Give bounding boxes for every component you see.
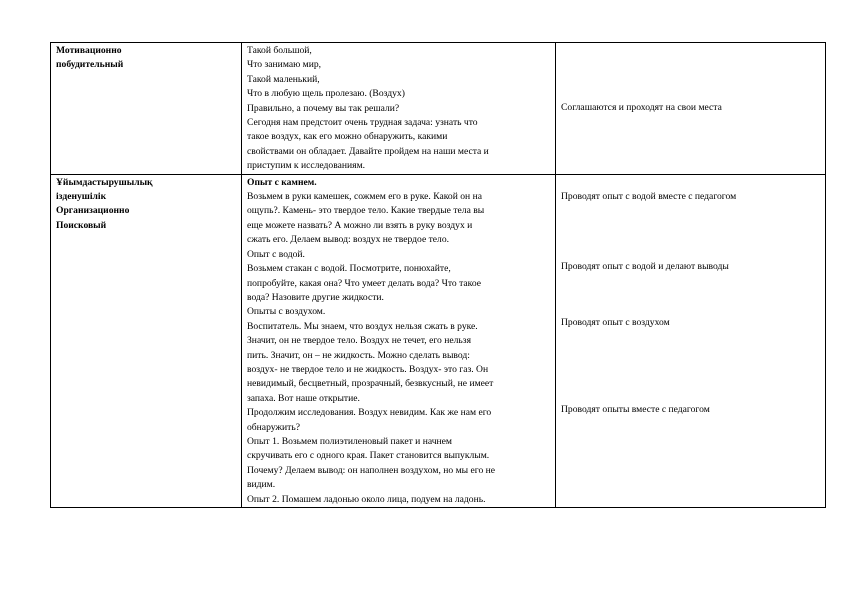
- stage-cell: [51, 43, 242, 175]
- text-line: Такой большой,: [247, 45, 312, 56]
- experiment-heading: Опыт с камнем.: [247, 176, 317, 188]
- text-line: приступим к исследованиям.: [247, 160, 366, 172]
- text-line: ощупь?. Камень- это твердое тело. Какие твердые тела вы: [247, 205, 485, 217]
- text-line: обнаружить?: [247, 421, 300, 433]
- text-line: Такой маленький,: [247, 73, 320, 85]
- children-activity-note: Проводят опыт с водой вместе с педагогом: [561, 190, 737, 202]
- text-line: видим.: [247, 479, 276, 491]
- stage-label: Поисковый: [56, 219, 107, 231]
- teacher-activity-cell: [242, 43, 556, 175]
- text-line: воздух- не твердое тело и не жидкость. Воздух- это газ. Он: [247, 363, 489, 375]
- text-line: скручивать его с одного края. Пакет становится выпуклым.: [247, 450, 490, 462]
- text-line: запаха. Вот наше открытие.: [247, 392, 360, 404]
- lesson-plan-table: [50, 42, 826, 508]
- text-line: вода? Назовите другие жидкости.: [247, 291, 384, 303]
- teacher-activity-cell: [242, 174, 556, 507]
- children-activity-note: Проводят опыты вместе с педагогом: [561, 403, 710, 415]
- stage-cell: [51, 174, 242, 507]
- text-line: Что занимаю мир,: [247, 59, 322, 71]
- text-line: попробуйте, какая она? Что умеет делать вода? Что такое: [247, 277, 481, 289]
- text-line: Сегодня нам предстоит очень трудная задача: узнать что: [247, 117, 478, 129]
- text-line: Опыт 1. Возьмем полиэтиленовый пакет и начнем: [247, 435, 453, 447]
- text-line: Правильно, а почему вы так решали?: [247, 102, 400, 114]
- children-activity-cell: [556, 43, 826, 175]
- text-line: еще можете назвать? А можно ли взять в руку воздух и: [247, 219, 473, 231]
- stage-label: ізденушілік: [56, 191, 107, 203]
- text-line: Почему? Делаем вывод: он наполнен воздухом, но мы его не: [247, 464, 496, 476]
- stage-label: побудительный: [56, 59, 124, 71]
- text-line: Возьмем в руки камешек, сожмем его в руке. Какой он на: [247, 191, 482, 203]
- text-line: Опыт 2. Помашем ладонью около лица, подуем на ладонь.: [247, 493, 486, 505]
- stage-label: Организационно: [56, 205, 130, 217]
- text-line: сжать его. Делаем вывод: воздух не твердое тело.: [247, 234, 450, 246]
- table-row: [51, 174, 826, 507]
- text-line: пить. Значит, он – не жидкость. Можно сделать вывод:: [247, 349, 470, 361]
- text-line: Возьмем стакан с водой. Посмотрите, понюхайте,: [247, 263, 451, 275]
- text-line: невидимый, бесцветный, прозрачный, безвкусный, не имеет: [247, 378, 494, 390]
- text-line: Воспитатель. Мы знаем, что воздух нельзя сжать в руке.: [247, 320, 478, 332]
- children-activity-note: Проводят опыт с водой и делают выводы: [561, 261, 729, 273]
- table-row: [51, 43, 826, 175]
- text-line: Значит, он не твердое тело. Воздух не течет, его нельзя: [247, 335, 471, 347]
- text-line: свойствами он обладает. Давайте пройдем на наши места и: [247, 145, 489, 157]
- stage-label: Мотивационно: [56, 45, 122, 56]
- children-activity-note: Проводят опыт с воздухом: [561, 317, 670, 329]
- stage-label: Ұйымдастырушылық: [56, 176, 153, 188]
- children-activity-cell: [556, 174, 826, 507]
- experiment-heading: Опыт с водой.: [247, 248, 305, 260]
- children-activity-note: Соглашаются и проходят на свои места: [561, 102, 722, 113]
- experiment-heading: Опыты с воздухом.: [247, 306, 326, 318]
- text-line: Продолжим исследования. Воздух невидим. Как же нам его: [247, 407, 492, 419]
- text-line: Что в любую щель пролезаю. (Воздух): [247, 88, 405, 100]
- text-line: такое воздух, как его можно обнаружить, какими: [247, 131, 448, 143]
